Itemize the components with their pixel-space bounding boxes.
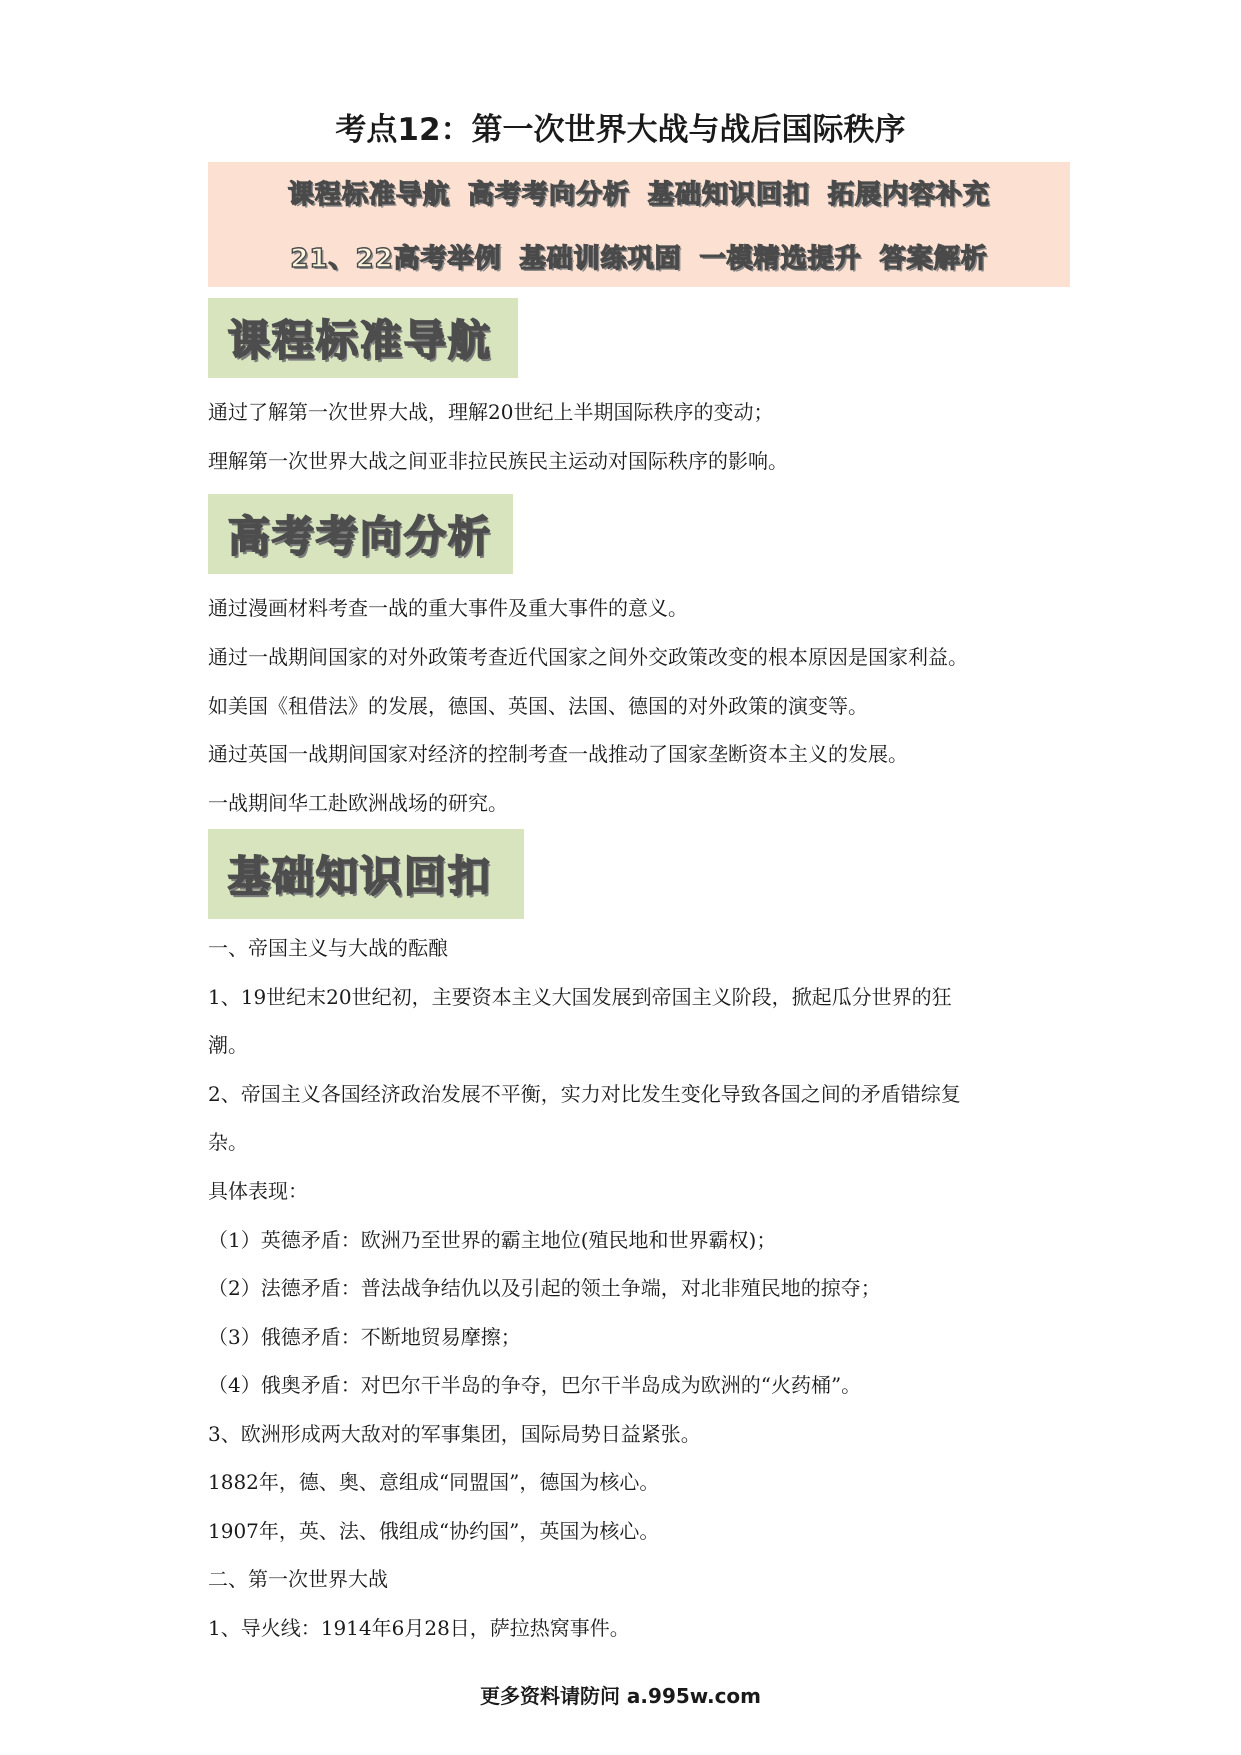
nav-link-exam-analysis[interactable]: 高考考向分析 bbox=[467, 180, 630, 210]
paragraph: 3、欧洲形成两大敌对的军事集团，国际局势日益紧张。 bbox=[208, 1422, 701, 1446]
paragraph: （3）俄德矛盾：不断地贸易摩擦； bbox=[208, 1325, 521, 1349]
nav-row-2 bbox=[208, 238, 1070, 275]
paragraph: （4）俄奥矛盾：对巴尔干半岛的争夺，巴尔干半岛成为欧洲的“火药桶”。 bbox=[208, 1373, 862, 1397]
page-title: 考点12：第一次世界大战与战后国际秩序 bbox=[335, 112, 906, 148]
paragraph: 潮。 bbox=[208, 1033, 248, 1057]
paragraph: 2、帝国主义各国经济政治发展不平衡，实力对比发生变化导致各国之间的矛盾错综复 bbox=[208, 1082, 961, 1106]
paragraph: 具体表现： bbox=[208, 1179, 308, 1203]
paragraph: 二、第一次世界大战 bbox=[208, 1567, 388, 1591]
paragraph: 理解第一次世界大战之间亚非拉民族民主运动对国际秩序的影响。 bbox=[208, 449, 788, 473]
nav-link-basic-knowledge[interactable]: 基础知识回扣 bbox=[648, 180, 811, 210]
paragraph: 1、19世纪末20世纪初，主要资本主义大国发展到帝国主义阶段，掀起瓜分世界的狂 bbox=[208, 985, 952, 1009]
paragraph: 1、导火线：1914年6月28日，萨拉热窝事件。 bbox=[208, 1616, 630, 1640]
section-heading-basic-knowledge: 基础知识回扣 bbox=[208, 829, 524, 919]
section-heading-exam-analysis: 高考考向分析 bbox=[208, 494, 513, 574]
paragraph: 杂。 bbox=[208, 1130, 248, 1154]
paragraph: 1882年，德、奥、意组成“同盟国”，德国为核心。 bbox=[208, 1470, 660, 1494]
paragraph: 通过了解第一次世界大战，理解20世纪上半期国际秩序的变动； bbox=[208, 400, 774, 424]
section-heading-curriculum: 课程标准导航 bbox=[208, 298, 518, 378]
nav-link-mock-selection[interactable]: 一模精选提升 bbox=[699, 244, 862, 274]
nav-link-exam-examples[interactable]: 21、22高考举例 bbox=[290, 244, 502, 274]
paragraph: （2）法德矛盾：普法战争结仇以及引起的领土争端，对北非殖民地的掠夺； bbox=[208, 1276, 881, 1300]
nav-link-basic-training[interactable]: 基础训练巩固 bbox=[519, 244, 682, 274]
paragraph: 1907年，英、法、俄组成“协约国”，英国为核心。 bbox=[208, 1519, 660, 1543]
nav-link-extension[interactable]: 拓展内容补充 bbox=[828, 180, 991, 210]
paragraph: （1）英德矛盾：欧洲乃至世界的霸主地位(殖民地和世界霸权)； bbox=[208, 1228, 777, 1252]
paragraph: 通过一战期间国家的对外政策考查近代国家之间外交政策改变的根本原因是国家利益。 bbox=[208, 645, 968, 669]
paragraph: 通过英国一战期间国家对经济的控制考查一战推动了国家垄断资本主义的发展。 bbox=[208, 742, 908, 766]
nav-row-1 bbox=[208, 174, 1070, 211]
paragraph: 一、帝国主义与大战的酝酿 bbox=[208, 936, 448, 960]
nav-link-answers[interactable]: 答案解析 bbox=[879, 244, 988, 274]
nav-box bbox=[208, 162, 1070, 287]
paragraph: 如美国《租借法》的发展，德国、英国、法国、德国的对外政策的演变等。 bbox=[208, 694, 868, 718]
paragraph: 一战期间华工赴欧洲战场的研究。 bbox=[208, 791, 508, 815]
footer-link[interactable]: 更多资料请防问 a.995w.com bbox=[479, 1684, 762, 1708]
nav-link-curriculum[interactable]: 课程标准导航 bbox=[287, 180, 450, 210]
paragraph: 通过漫画材料考查一战的重大事件及重大事件的意义。 bbox=[208, 596, 688, 620]
